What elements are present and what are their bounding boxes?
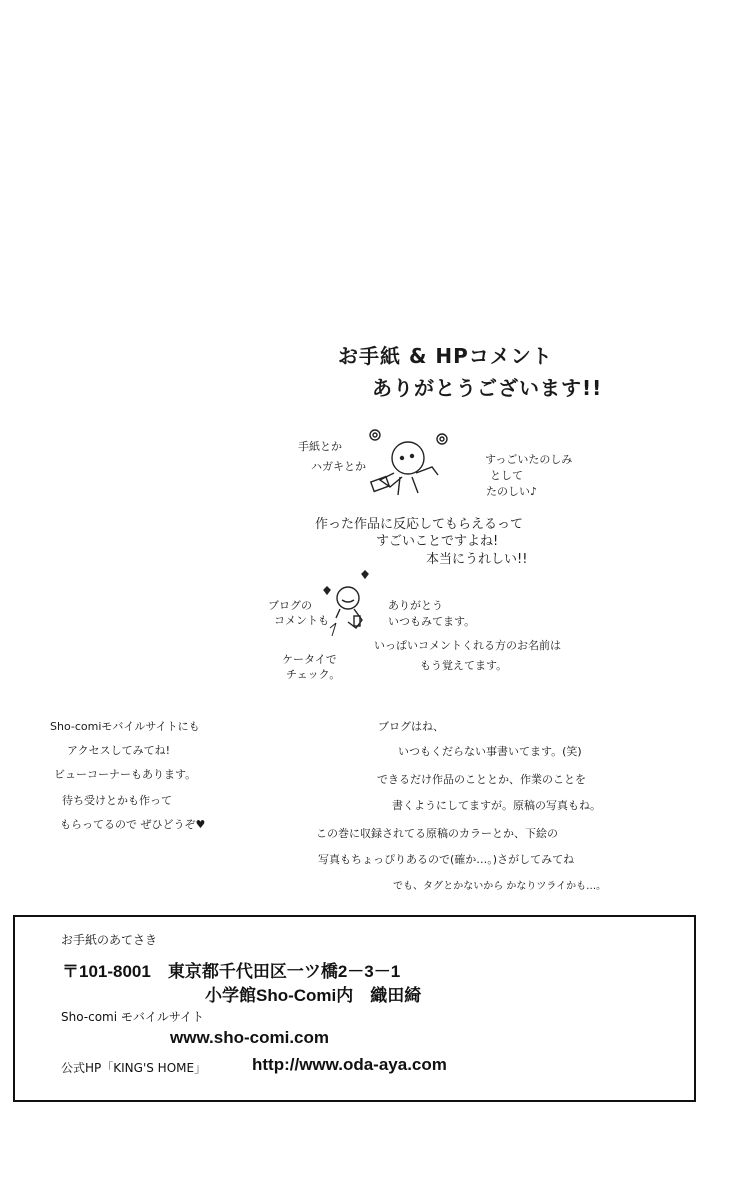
address-box bbox=[13, 915, 696, 1102]
phone-character-illustration bbox=[318, 568, 378, 638]
mobile-site-url[interactable]: www.sho-comi.com bbox=[170, 1028, 330, 1047]
s2-left-label-1: ブログの bbox=[268, 599, 312, 612]
s2-right-label-2: いつもみてます。 bbox=[388, 615, 476, 628]
right-note-line-3: できるだけ作品のこととか、作業のことを bbox=[377, 773, 586, 786]
letter-character-illustration bbox=[360, 425, 460, 500]
right-note-line-7: でも、タグとかないから かなりツライかも…。 bbox=[393, 881, 607, 892]
right-note-line-4: 書くようにしてますが。原稿の写真もね。 bbox=[392, 799, 601, 812]
right-note-line-5: この巻に収録されてる原稿のカラーとか、下絵の bbox=[316, 827, 558, 840]
s2-right-label-4: もう覚えてます。 bbox=[420, 659, 508, 672]
s1-left-label-1: 手紙とか bbox=[298, 440, 342, 453]
mobile-site-label: Sho-comi モバイルサイト bbox=[61, 1010, 205, 1024]
s1-right-label-3: たのしい♪ bbox=[486, 485, 538, 498]
left-note-line-4: 待ち受けとかも作って bbox=[62, 794, 172, 807]
postal-address-line: 〒101-8001 東京都千代田区一ツ橋2－3－1 bbox=[62, 962, 401, 981]
s1-right-label-2: として bbox=[490, 469, 523, 482]
right-note-line-1: ブログはね、 bbox=[378, 720, 444, 733]
left-note-line-2: アクセスしてみてね! bbox=[67, 744, 171, 757]
title-line-2: ありがとうございます!! bbox=[372, 376, 603, 400]
official-hp-label: 公式HP「KING'S HOME」 bbox=[61, 1061, 207, 1075]
right-note-line-6: 写真もちょっぴりあるので(確か…。)さがしてみてね bbox=[318, 853, 575, 866]
s2-bottom-label-2: チェック。 bbox=[286, 668, 341, 681]
official-hp-url[interactable]: http://www.oda-aya.com bbox=[252, 1055, 447, 1074]
publisher-address-line: 小学館Sho-Comi内 織田綺 bbox=[205, 986, 422, 1005]
s1-body-1: 作った作品に反応してもらえるって bbox=[315, 517, 524, 532]
left-note-line-5: もらってるので ぜひどうぞ♥ bbox=[60, 818, 206, 831]
title-line-1: お手紙 & HPコメント bbox=[338, 344, 553, 368]
s1-left-label-2: ハガキとか bbox=[311, 460, 366, 473]
s2-left-label-2: コメントも bbox=[274, 614, 329, 627]
s1-body-3: 本当にうれしい!! bbox=[426, 552, 528, 567]
address-heading: お手紙のあてさき bbox=[61, 933, 158, 947]
s1-right-label-1: すっごいたのしみ bbox=[485, 453, 573, 466]
left-note-line-3: ビューコーナーもあります。 bbox=[54, 768, 197, 781]
right-note-line-2: いつもくだらない事書いてます。(笑) bbox=[398, 745, 582, 758]
s2-right-label-3: いっぱいコメントくれる方のお名前は bbox=[374, 639, 561, 652]
s1-body-2: すごいことですよね! bbox=[376, 534, 499, 549]
s2-right-label-1: ありがとう bbox=[388, 599, 443, 612]
s2-bottom-label-1: ケータイで bbox=[282, 653, 337, 666]
left-note-line-1: Sho-comiモバイルサイトにも bbox=[50, 720, 200, 733]
